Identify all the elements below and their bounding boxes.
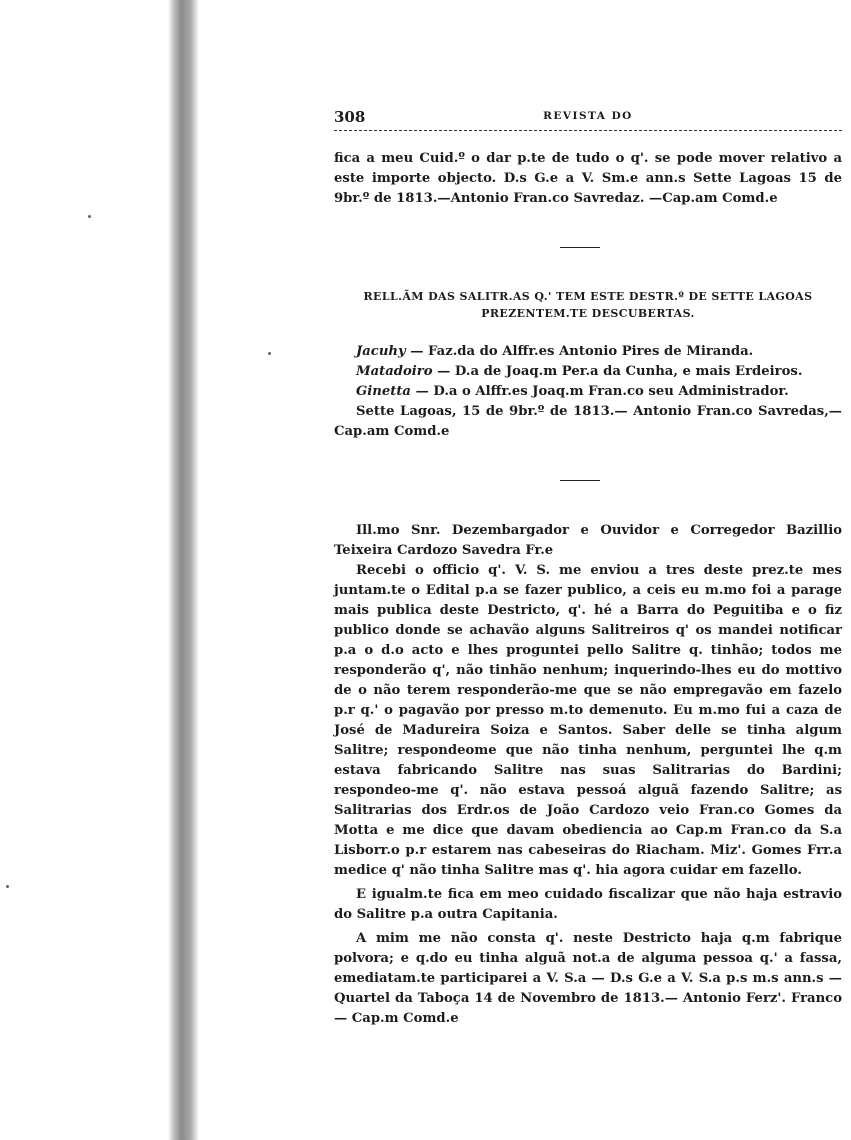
running-title: REVISTA DO <box>543 110 633 122</box>
running-head <box>334 108 842 130</box>
entry-text: — D.a o Alffr.es Joaq.m Fran.co seu Administrador. <box>415 384 789 399</box>
scan-speck <box>6 885 9 888</box>
page-number: 308 <box>334 108 366 126</box>
entry-name: Matadoiro <box>356 364 433 379</box>
entry-name: Jacuhy <box>356 344 406 359</box>
section-separator <box>560 480 600 481</box>
intro-paragraph: fica a meu Cuid.º o dar p.te de tudo o q'. se pode mover relativo a este importe objecto. D.s G.e a V. Sm.e ann.s Sette Lagoas 15 de 9br.º de 1813.—Antonio Fran.co Savredaz. —Cap.am Comd.e <box>334 151 842 206</box>
binding-gutter-shadow <box>168 0 198 1140</box>
entry-text: — Faz.da do Alffr.es Antonio Pires de Miranda. <box>410 344 754 359</box>
section-heading <box>334 288 842 322</box>
saltpetre-entry <box>334 382 842 402</box>
scan-speck <box>268 352 271 355</box>
scan-speck <box>88 215 91 218</box>
letter-paragraph: A mim me não consta q'. neste Destricto haja q.m fabrique polvora; e q.do eu tinha alguã not.a de alguma pessoa q.' a fassa, emediatam.te participarei a V. S.a — D.s G.e a V. S.a p.s m.s ann.s — Quartel da Taboça 14 de Novembro de 1813.— Antonio Ferz'. Franco — Cap.m Comd.e <box>334 931 842 1026</box>
entry-name: Ginetta <box>356 384 411 399</box>
saltpetre-entry <box>334 342 842 362</box>
header-rule <box>334 130 842 131</box>
letter-paragraph: E igualm.te fica em meo cuidado fiscalizar que não haja estravio do Salitre p.a outra Capitania. <box>334 887 842 922</box>
section-heading-line-1: RELL.ÃM DAS SALITR.AS Q.' TEM ESTE DESTR.º DE SETTE LAGOAS <box>363 290 813 303</box>
entry-text: — D.a de Joaq.m Per.a da Cunha, e mais Erdeiros. <box>437 364 803 379</box>
section-signature: Sette Lagoas, 15 de 9br.º de 1813.— Antonio Fran.co Savredas,—Cap.am Comd.e <box>334 404 842 439</box>
section-heading-line-2: PREZENTEM.TE DESCUBERTAS. <box>481 307 695 320</box>
section-separator <box>560 247 600 248</box>
book-page <box>334 108 842 1029</box>
saltpetre-entry <box>334 362 842 382</box>
letter-salutation: Ill.mo Snr. Dezembargador e Ouvidor e Corregedor Bazillio Teixeira Cardozo Savedra Fr.e <box>334 523 842 558</box>
letter-paragraph: Recebi o officio q'. V. S. me enviou a tres deste prez.te mes juntam.te o Edital p.a se fazer publico, a ceis eu m.mo foi a parage mais publica deste Destricto, q'. hé a Barra do Peguitiba e o fiz publico donde se achavão alguns Salitreiros q' os mandei notificar p.a o d.o acto e lhes proguntei pello Salitre q. tinhão; todos me responderão q', não tinhão nenhum; inquerindo-lhes eu do mottivo de o não terem responderão-me que se não empregavão em fazelo p.r q.' o pagavão por presso m.to demenuto. Eu m.mo fui a caza de José de Madureira Soiza e Santos. Saber delle se tinha algum Salitre; respondeome que não tinha nenhum, perguntei lhe q.m estava fabricando Salitre nas suas Salitrarias do Bardini; respondeo-me q'. não estava pessoá alguã fazendo Salitre; as Salitrarias dos Erdr.os de João Cardozo veio Fran.co Gomes da Motta e me dice que davam obediencia ao Cap.m Fran.co da S.a Lisborr.o p.r estarem nas cabeseiras do Riacham. Miz'. Gomes Frr.a medice q' não tinha Salitre mas q'. hia agora cuidar em fazello. <box>334 563 842 878</box>
